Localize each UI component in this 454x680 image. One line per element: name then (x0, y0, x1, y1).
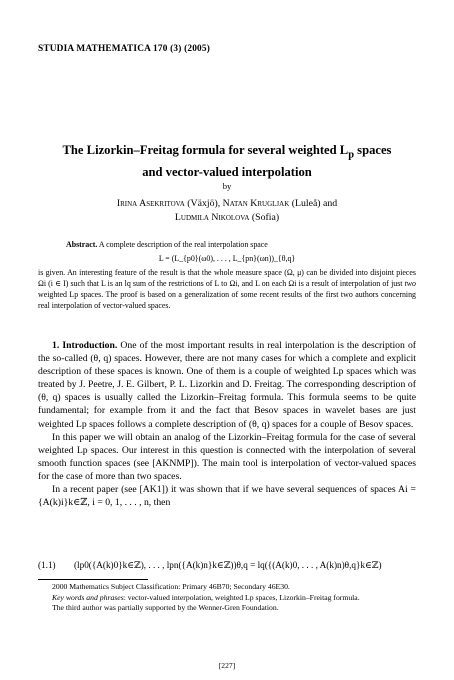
abstract-emphasis: two (404, 278, 416, 288)
footnote-divider (38, 579, 148, 580)
abstract (38, 240, 416, 311)
title-line-2: and vector-valued interpolation (142, 164, 312, 179)
paragraph-2: In this paper we will obtain an analog of the Lizorkin–Freitag formula for the case of several weighted Lp spaces. Our interest in this question is connected with the interpolation of several smooth function spaces (see [AKNMP]). The main tool is interpolation of vector-valued spaces for the case of more than two spaces. (38, 431, 416, 482)
abstract-lead: Abstract. A complete description of the real interpolation space (66, 240, 268, 249)
byline-by: by (222, 181, 232, 191)
abstract-text: is given. An interesting feature of the result is that the whole measure space (Ω, μ) can be divided into disjoint pieces Ωi (i ∈ I) such that L is an lq sum of the restrictions of L to Ωi, and L on each Ωi is a result of interpolation of just two weighted Lp spaces. The proof is based on a generalization of some recent results of the first two authors concerning real interpolation of vector-valued spaces. (38, 267, 416, 310)
equation-body: (lp0({A(k)0}k∈ℤ), . . . , lpn({A(k)n}k∈ℤ))θ,q = lq({(A(k)0, . . . , A(k)n)θ,q}k∈ℤ) (74, 560, 382, 570)
equation-number: (1.1) (38, 560, 56, 570)
paragraph-3: In a recent paper (see [AK1]) it was shown that if we have several sequences of spaces Ai = {A(k)i}k∈ℤ, i = 0, 1, . . . , n, then (38, 484, 416, 509)
abstract-display-formula: L = (L_{p0}(ω0), . . . , L_{pn}(ωn))_{θ,q} (158, 253, 296, 263)
author-1: Irina Asekritova (116, 198, 185, 209)
journal-header: STUDIA MATHEMATICA 170 (3) (2005) (38, 44, 211, 54)
author-2: Natan Krugljak (222, 198, 290, 209)
author-list (30, 197, 424, 225)
section-heading: 1. Introduction. (52, 340, 118, 351)
author-3: Ludmila Nikolova (174, 212, 250, 223)
title-line-1: The Lizorkin–Freitag formula for several weighted $L_p$ spaces (62, 143, 392, 161)
footnote-keywords: Key words and phrases: vector-valued interpolation, weighted Lp spaces, Lizorkin–Freitag formula. (52, 592, 360, 602)
author-3-affiliation: (Sofia) (249, 212, 280, 223)
author-2-affiliation: (Luleå) and (289, 198, 338, 209)
article-title (30, 142, 424, 181)
page-number: [227] (218, 661, 236, 670)
footnote-msc: 2000 Mathematics Subject Classification: Primary 46B70; Secondary 46E30. (52, 582, 290, 591)
footnotes (38, 582, 416, 614)
abstract-label: Abstract. (66, 240, 98, 249)
introduction-section (38, 339, 416, 509)
paragraph-1: 1. Introduction. One of the most important results in real interpolation is the description of the so-called (θ, q) spaces. However, there are not many cases for which a complete and explicit description of these spaces is known. One of them is a couple of weighted Lp spaces which was treated by J. Peetre, J. E. Gilbert, P. L. Lizorkin and D. Freitag. The corresponding description of (θ, q) spaces is usually called the Lizorkin–Freitag formula. This formula seems to be quite fundamental; for example from it and the fact that Besov spaces in wavelet bases are just weighted Lp spaces follows a complete description of (θ, q) spaces for a couple of Besov spaces. (38, 340, 417, 430)
title-subscript: p (348, 149, 355, 161)
footnote-support: The third author was partially supported by the Wenner-Gren Foundation. (52, 603, 279, 613)
author-1-affiliation: (Växjö), (184, 198, 223, 209)
